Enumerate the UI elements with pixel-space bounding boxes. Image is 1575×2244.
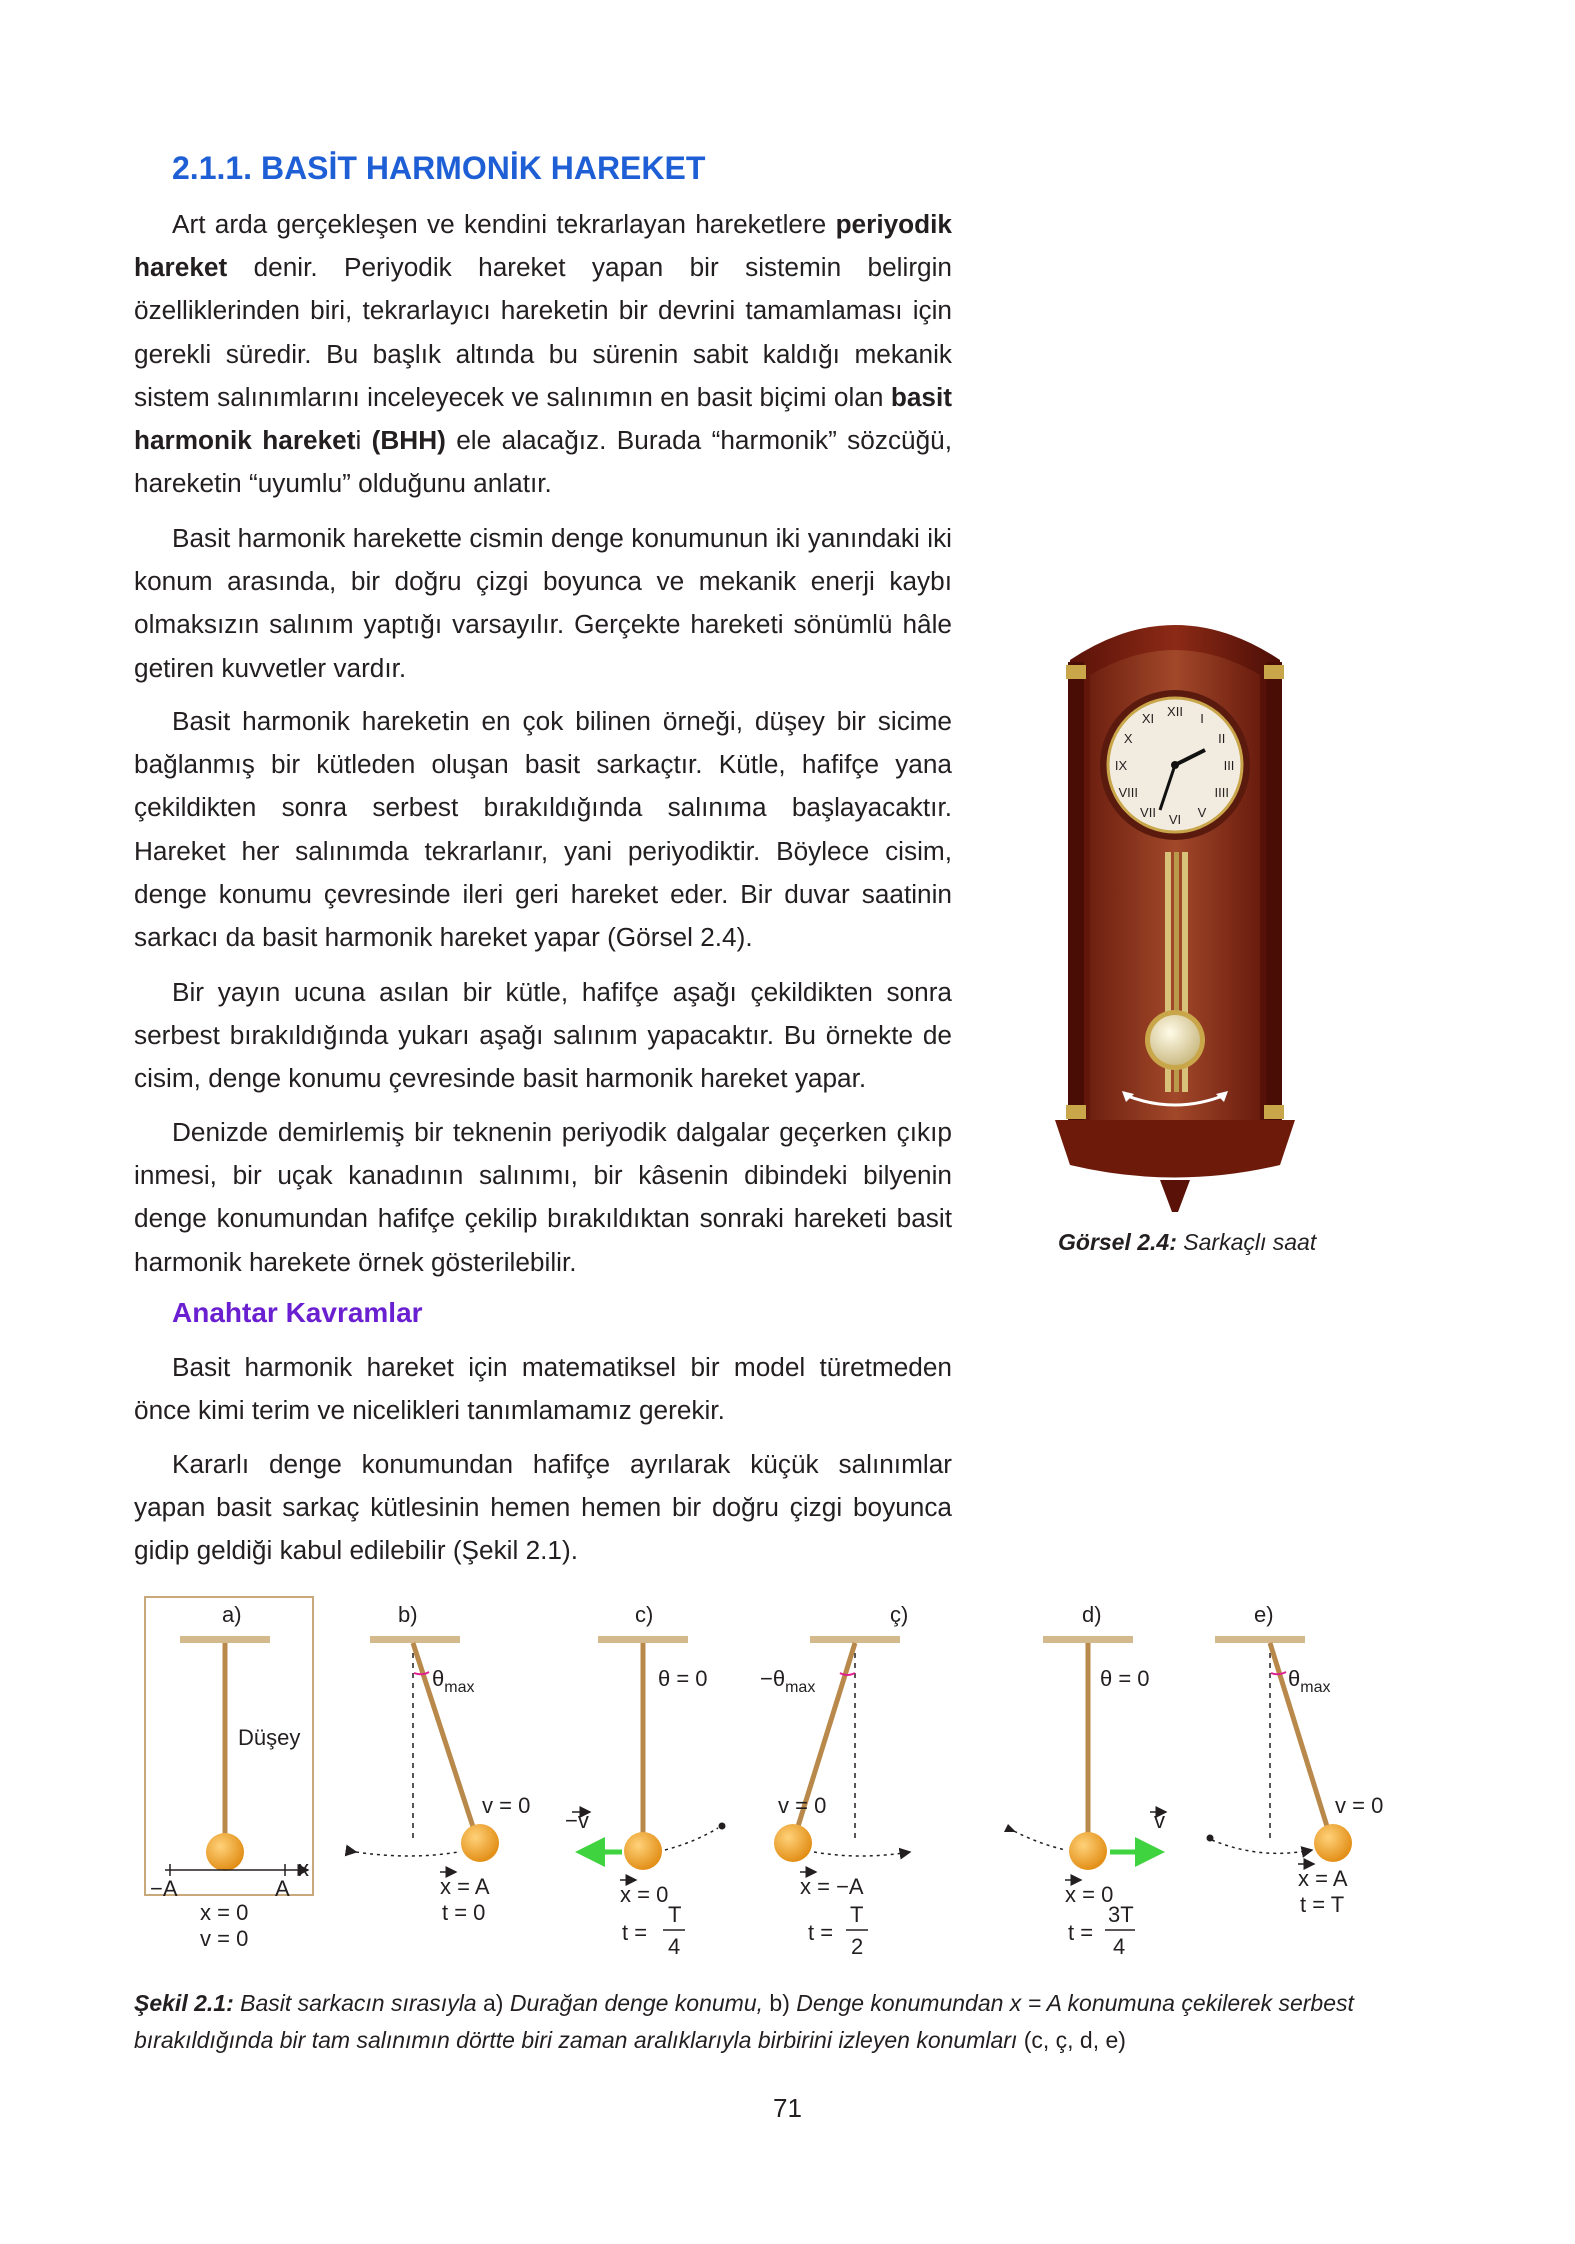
d-t-num: 3T bbox=[1108, 1902, 1134, 1927]
b-v-zero: v = 0 bbox=[482, 1793, 531, 1818]
pendulum-bob-d bbox=[1069, 1832, 1107, 1870]
text-run: i bbox=[355, 425, 372, 456]
photo-caption-label: Görsel 2.4: bbox=[1058, 1229, 1177, 1255]
text-run: denir. Periyodik hareket yapan bir sistemin belirgin özelliklerinden biri, tekrarlayıcı hareketin bir devrini tamamlaması için gerekli süredir. Bu başlık altında bu sürenin sabit kaldığı mekanik sistem salınımlarını inceleyecek ve salınımın en basit biçimi olan bbox=[134, 252, 952, 412]
e-x-A: x = A bbox=[1298, 1866, 1348, 1891]
text-run: Durağan denge konumu, bbox=[509, 1990, 770, 2016]
cc-t-num: T bbox=[850, 1902, 864, 1927]
text-run: periyodik hareket bbox=[134, 209, 952, 283]
d-t-eq: t = bbox=[1068, 1920, 1094, 1945]
panel-label-cc: ç) bbox=[890, 1602, 909, 1627]
b-x-A: x = A bbox=[440, 1874, 490, 1899]
panel-label-a: a) bbox=[222, 1602, 242, 1627]
d-theta-zero: θ = 0 bbox=[1100, 1666, 1150, 1691]
vertical-label: Düşey bbox=[238, 1725, 301, 1750]
label-minus-A: −A bbox=[150, 1876, 178, 1901]
pendulum-clock-image bbox=[1010, 600, 1340, 1220]
paragraph-key-concepts bbox=[134, 1346, 952, 1432]
text-run: Art arda gerçekleşen ve kendini tekrarlayan hareketlere bbox=[172, 209, 836, 239]
paragraph-assumption bbox=[134, 517, 952, 690]
photo-caption bbox=[1058, 1229, 1316, 1256]
e-theta-max: $\theta_{max}$ bbox=[1288, 1666, 1331, 1696]
pendulum-bob-c bbox=[624, 1832, 662, 1870]
clock-numeral: IX bbox=[1114, 758, 1128, 773]
figure-caption bbox=[134, 1985, 1434, 2059]
text-run: a) bbox=[482, 1990, 510, 2016]
c-t-den: 4 bbox=[668, 1934, 681, 1959]
panel-label-d: d) bbox=[1082, 1602, 1102, 1627]
paragraph-small-oscillations bbox=[134, 1443, 952, 1573]
paragraph-examples bbox=[134, 1111, 952, 1284]
text-run: (BHH) bbox=[371, 425, 446, 456]
text-run: Basit sarkacın sırasıyla bbox=[233, 1990, 483, 2016]
label-x-axis: x bbox=[298, 1856, 309, 1881]
text-run: (c, ç, d, e) bbox=[1023, 2027, 1126, 2053]
text-run: Denge konumundan x = A konumuna çekilerek serbest bırakıldığında bir tam salınımın dörtte biri zaman aralıklarıyla birbirini izleyen konumları bbox=[134, 1990, 1354, 2053]
text-run: b) bbox=[769, 1990, 797, 2016]
text-run: basit harmonik hareket bbox=[134, 381, 952, 456]
pendulum-bob-a bbox=[206, 1833, 244, 1871]
clock-svg bbox=[1010, 600, 1340, 1220]
text-run: Denizde demirlemiş bir teknenin periyodik dalgalar geçerken çıkıp inmesi, bir uçak kanadının salınımı, bir kâsenin dibindeki bilyenin denge konumundan hafifçe çekilip bırakıldıktan sonraki hareketi basit harmonik harekete örnek gösterilebilir. bbox=[134, 1117, 952, 1277]
c-t-eq: t = bbox=[622, 1920, 648, 1945]
c-x-zero: x = 0 bbox=[620, 1882, 669, 1907]
cc-minus-theta-max: $-\theta_{max}$ bbox=[760, 1666, 816, 1696]
cc-x-minus-A: x = −A bbox=[800, 1874, 864, 1899]
c-theta-zero: θ = 0 bbox=[658, 1666, 708, 1691]
clock-numeral: IIII bbox=[1214, 785, 1229, 800]
d-t-den: 4 bbox=[1113, 1934, 1126, 1959]
cc-t-eq: t = bbox=[808, 1920, 834, 1945]
a-x-zero: x = 0 bbox=[200, 1900, 249, 1925]
text-run: ele alacağız. Burada “harmonik” sözcüğü, hareketin “uyumlu” olduğunu anlatır. bbox=[134, 425, 953, 499]
clock-numeral: XI bbox=[1141, 711, 1155, 727]
pendulum-bob-b bbox=[461, 1824, 499, 1862]
panel-label-b: b) bbox=[398, 1602, 418, 1627]
clock-numeral: VI bbox=[1168, 812, 1182, 827]
clock-numeral: XII bbox=[1167, 704, 1183, 719]
paragraph-pendulum bbox=[134, 700, 952, 959]
text-run: Şekil 2.1: bbox=[134, 1990, 234, 2016]
pendulum-figure bbox=[120, 1580, 1450, 1970]
cc-v-zero: v = 0 bbox=[778, 1793, 827, 1818]
b-t-zero: t = 0 bbox=[442, 1900, 486, 1925]
text-run: Basit harmonik hareket için matematiksel bir model türetmeden önce kimi terim ve nicelikleri tanımlamamız gerekir. bbox=[134, 1352, 952, 1426]
clock-numeral: III bbox=[1223, 758, 1235, 773]
photo-caption-text: Sarkaçlı saat bbox=[1176, 1229, 1317, 1255]
d-x-zero: x = 0 bbox=[1065, 1882, 1114, 1907]
paragraph-periodic bbox=[134, 203, 952, 505]
pendulum-bob-cc bbox=[774, 1824, 812, 1862]
c-t-num: T bbox=[668, 1902, 682, 1927]
clock-numeral: II bbox=[1218, 731, 1226, 746]
text-run: Bir yayın ucuna asılan bir kütle, hafifçe aşağı çekildikten sonra serbest bırakıldığında yukarı aşağı salınım yapacaktır. Bu örnekte de cisim, denge konumu çevresinde basit harmonik hareket yapar. bbox=[134, 977, 952, 1094]
paragraph-spring bbox=[134, 971, 952, 1101]
panel-label-e: e) bbox=[1254, 1602, 1274, 1627]
clock-numeral: VII bbox=[1140, 804, 1156, 820]
clock-numeral: X bbox=[1123, 731, 1133, 746]
text-run: Basit harmonik harekette cismin denge konumunun iki yanındaki iki konum arasında, bir doğru çizgi boyunca ve mekanik enerji kaybı olmaksızın salınım yaptığı varsayılır. Gerçekte hareketi sönümlü hâle getiren kuvvetler vardır. bbox=[134, 523, 952, 683]
subsection-title: Anahtar Kavramlar bbox=[172, 1297, 423, 1328]
panel-label-c: c) bbox=[635, 1602, 654, 1627]
section-title: 2.1.1. BASİT HARMONİK HAREKET bbox=[172, 150, 706, 186]
c-minus-v: −v bbox=[565, 1808, 589, 1833]
clock-numeral: V bbox=[1197, 804, 1207, 820]
label-A: A bbox=[275, 1876, 290, 1901]
clock-numeral: VIII bbox=[1118, 785, 1138, 800]
a-v-zero: v = 0 bbox=[200, 1926, 249, 1951]
clock-numeral: I bbox=[1200, 711, 1204, 727]
page-number: 71 bbox=[773, 2093, 802, 2123]
d-v: v bbox=[1154, 1808, 1165, 1833]
cc-t-den: 2 bbox=[851, 1934, 864, 1959]
e-v-zero: v = 0 bbox=[1335, 1793, 1384, 1818]
b-theta-max: $\theta_{max}$ bbox=[432, 1666, 475, 1696]
text-run: Kararlı denge konumundan hafifçe ayrılarak küçük salınımlar yapan basit sarkaç kütlesinin hemen hemen bir doğru çizgi boyunca gidip geldiği kabul edilebilir (Şekil 2.1). bbox=[134, 1449, 952, 1566]
e-t-T: t = T bbox=[1300, 1892, 1345, 1917]
pendulum-figure-svg bbox=[120, 1580, 1450, 1970]
text-run: Basit harmonik hareketin en çok bilinen örneği, düşey bir sicime bağlanmış bir kütleden oluşan basit sarkaçtır. Kütle, hafifçe yana çekildikten sonra serbest bırakıldığında salınıma başlayacaktır. Hareket her salınımda tekrarlanır, yani periyodiktir. Böylece cisim, denge konumu çevresinde ileri geri hareket eder. Bir duvar saatinin sarkacı da basit harmonik hareket yapar (Görsel 2.4). bbox=[134, 706, 952, 953]
pendulum-bob-e bbox=[1314, 1824, 1352, 1862]
